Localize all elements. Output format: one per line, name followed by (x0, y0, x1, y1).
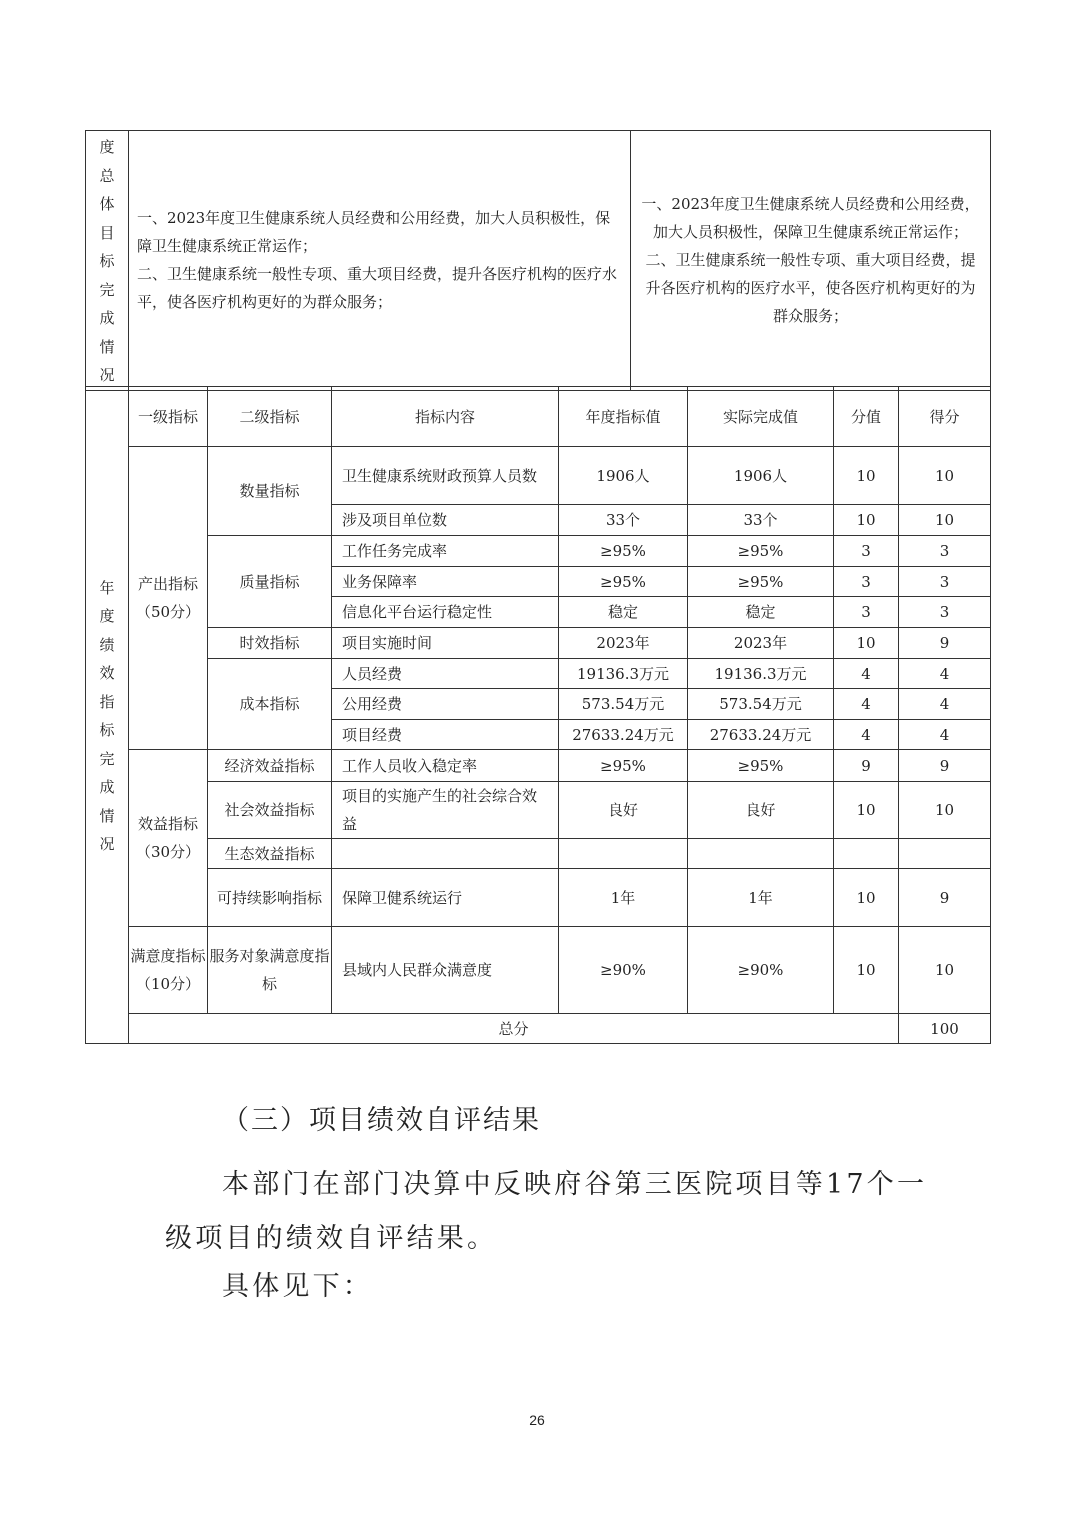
paragraph-specifics: 具体见下： (222, 1271, 373, 1302)
row-weight: 10 (834, 927, 899, 1014)
row-target: ≥95% (559, 536, 688, 567)
row-actual (688, 839, 834, 869)
row-content: 工作人员收入稳定率 (332, 750, 559, 782)
row-score: 9 (899, 628, 991, 659)
row-target: 1906人 (559, 447, 688, 505)
row-target: ≥95% (559, 750, 688, 782)
overall-goal-table (85, 130, 991, 391)
header-target: 年度指标值 (559, 387, 688, 447)
level2-quantity: 数量指标 (208, 447, 332, 536)
row-target: ≥90% (559, 927, 688, 1014)
row-actual: 573.54万元 (688, 689, 834, 720)
row-actual: 27633.24万元 (688, 720, 834, 750)
row-actual: 稳定 (688, 597, 834, 628)
level2-economic: 经济效益指标 (208, 750, 332, 782)
row-target: 19136.3万元 (559, 659, 688, 689)
row-weight: 10 (834, 869, 899, 927)
row-score: 9 (899, 869, 991, 927)
row-actual: 19136.3万元 (688, 659, 834, 689)
goal-planned-line-1: 一、2023年度卫生健康系统人员经费和公用经费，加大人员积极性，保障卫生健康系统正常运作； (137, 209, 611, 256)
row-weight: 9 (834, 750, 899, 782)
level2-service: 服务对象满意度指标 (208, 927, 332, 1014)
header-weight: 分值 (834, 387, 899, 447)
row-target: 27633.24万元 (559, 720, 688, 750)
row-actual: ≥95% (688, 567, 834, 597)
goal-planned (129, 131, 631, 391)
row-weight: 3 (834, 567, 899, 597)
row-actual: 良好 (688, 782, 834, 839)
row-content: 信息化平台运行稳定性 (332, 597, 559, 628)
row-target: 稳定 (559, 597, 688, 628)
row-target: 33个 (559, 505, 688, 536)
row-score: 10 (899, 447, 991, 505)
row-weight: 10 (834, 628, 899, 659)
row-content: 项目实施时间 (332, 628, 559, 659)
row-content: 项目经费 (332, 720, 559, 750)
goal-planned-line-2: 二、卫生健康系统一般性专项、重大项目经费，提升各医疗机构的医疗水平，使各医疗机构更好的为群众服务； (137, 265, 618, 312)
row-weight: 3 (834, 597, 899, 628)
level2-sustainable: 可持续影响指标 (208, 869, 332, 927)
paragraph-line-2: 级项目的绩效自评结果。 (165, 1223, 498, 1254)
row-target (559, 839, 688, 869)
row-content: 人员经费 (332, 659, 559, 689)
header-level2: 二级指标 (208, 387, 332, 447)
row-target: 1年 (559, 869, 688, 927)
row-weight: 10 (834, 782, 899, 839)
row-target: 573.54万元 (559, 689, 688, 720)
row-actual: 1年 (688, 869, 834, 927)
row-weight: 4 (834, 689, 899, 720)
level1-output: 产出指标（50分） (129, 447, 208, 750)
row-score: 3 (899, 536, 991, 567)
row-actual: ≥95% (688, 536, 834, 567)
row-actual: ≥90% (688, 927, 834, 1014)
row-score: 10 (899, 782, 991, 839)
section-heading: （三）项目绩效自评结果 (222, 1105, 541, 1136)
row-actual: 33个 (688, 505, 834, 536)
header-content: 指标内容 (332, 387, 559, 447)
level2-timeliness: 时效指标 (208, 628, 332, 659)
row-content: 县域内人民群众满意度 (332, 927, 559, 1014)
row-weight (834, 839, 899, 869)
level1-satisfaction: 满意度指标（10分） (129, 927, 208, 1014)
header-score: 得分 (899, 387, 991, 447)
row-score: 3 (899, 567, 991, 597)
row-score: 4 (899, 689, 991, 720)
paragraph-line-1: 本部门在部门决算中反映府谷第三医院项目等17个一 (222, 1169, 928, 1200)
row-actual: 1906人 (688, 447, 834, 505)
goal-side-label (86, 131, 129, 391)
goal-side-text: 度 总 体 目 标 完 成 情 况 (99, 138, 115, 384)
page-number: 26 (529, 1412, 545, 1428)
perf-side-label (86, 387, 129, 1044)
row-content: 涉及项目单位数 (332, 505, 559, 536)
row-score: 9 (899, 750, 991, 782)
total-label: 总分 (129, 1014, 899, 1044)
row-content: 项目的实施产生的社会综合效益 (332, 782, 559, 839)
row-weight: 4 (834, 720, 899, 750)
goal-actual (631, 131, 991, 391)
level1-benefit: 效益指标（30分） (129, 750, 208, 927)
row-content: 工作任务完成率 (332, 536, 559, 567)
row-target: 2023年 (559, 628, 688, 659)
row-score: 10 (899, 927, 991, 1014)
row-score: 4 (899, 659, 991, 689)
row-content: 保障卫健系统运行 (332, 869, 559, 927)
header-level1: 一级指标 (129, 387, 208, 447)
row-score (899, 839, 991, 869)
row-target: 良好 (559, 782, 688, 839)
row-weight: 3 (834, 536, 899, 567)
row-content: 业务保障率 (332, 567, 559, 597)
total-weight: 100 (899, 1014, 991, 1044)
level2-quality: 质量指标 (208, 536, 332, 628)
row-content: 卫生健康系统财政预算人员数 (332, 447, 559, 505)
row-score: 4 (899, 720, 991, 750)
performance-indicator-table (85, 386, 991, 1044)
row-actual: 2023年 (688, 628, 834, 659)
row-target: ≥95% (559, 567, 688, 597)
level2-cost: 成本指标 (208, 659, 332, 750)
goal-actual-line-2: 二、卫生健康系统一般性专项、重大项目经费，提升各医疗机构的医疗水平，使各医疗机构更好的为群众服务； (645, 251, 976, 326)
perf-side-text: 年 度 绩 效 指 标 完 成 情 况 (99, 578, 115, 853)
row-weight: 4 (834, 659, 899, 689)
header-actual: 实际完成值 (688, 387, 834, 447)
row-weight: 10 (834, 505, 899, 536)
row-score: 10 (899, 505, 991, 536)
row-score: 3 (899, 597, 991, 628)
row-content: 公用经费 (332, 689, 559, 720)
row-weight: 10 (834, 447, 899, 505)
row-content (332, 839, 559, 869)
row-actual: ≥95% (688, 750, 834, 782)
level2-social: 社会效益指标 (208, 782, 332, 839)
goal-actual-line-1: 一、2023年度卫生健康系统人员经费和公用经费，加大人员积极性，保障卫生健康系统正常运作； (641, 195, 980, 242)
level2-ecological: 生态效益指标 (208, 839, 332, 869)
